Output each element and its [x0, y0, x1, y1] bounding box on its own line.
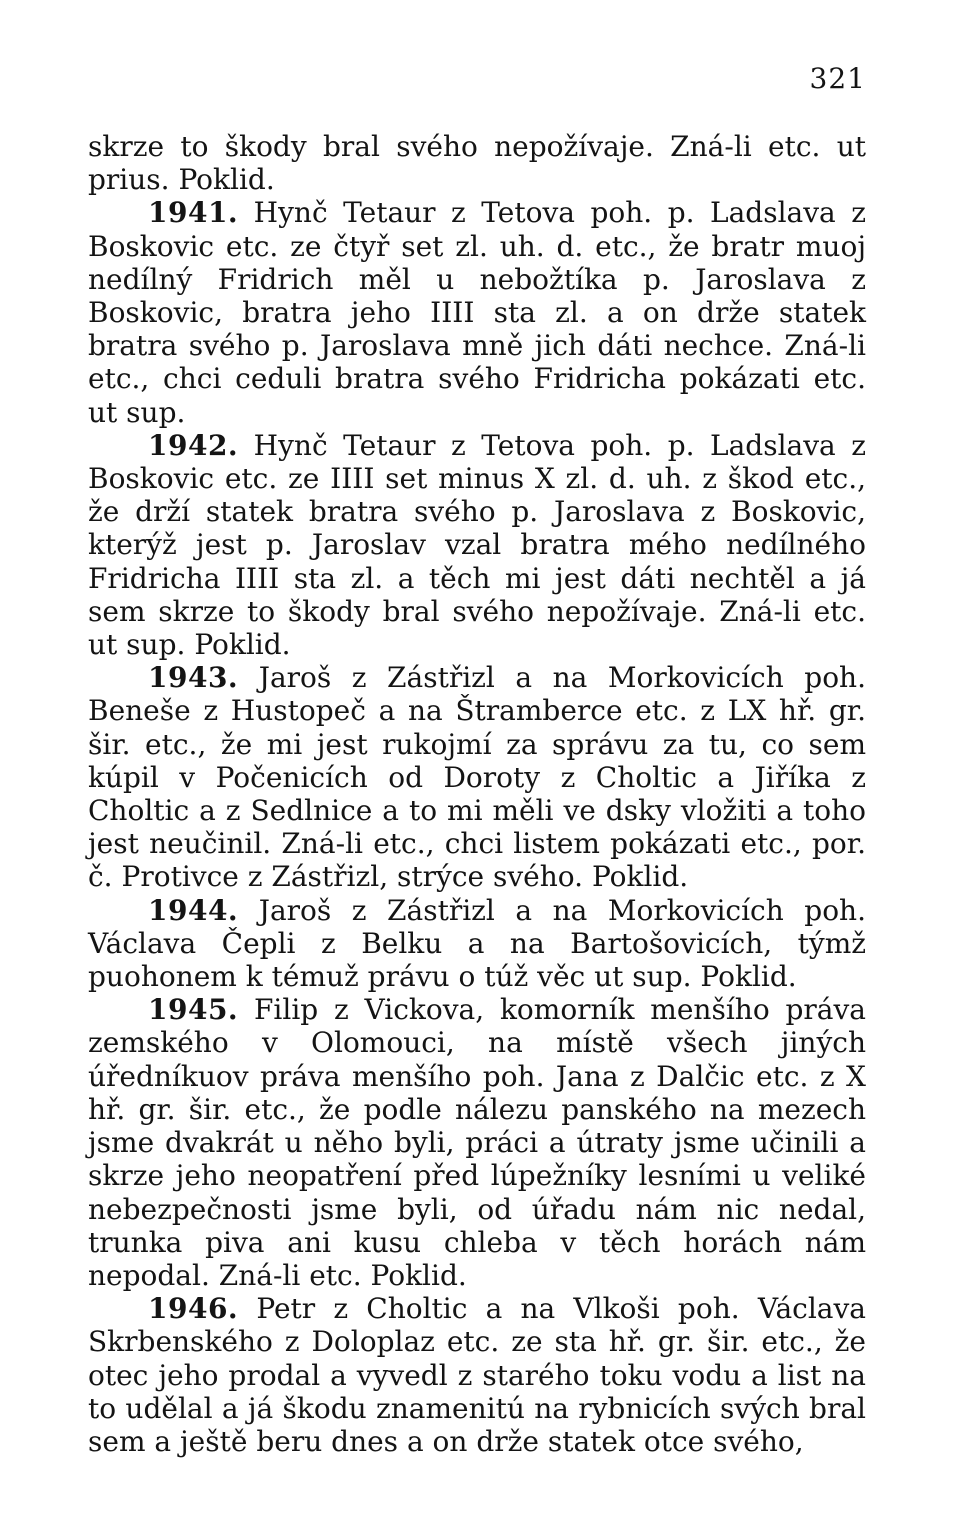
- entry-text: Jaroš z Zástřizl a na Morkovicích poh. Václava Čepli z Belku a na Bartošovicích, týmž puohonem k témuž právu o túž věc ut sup. Poklid.: [88, 893, 866, 994]
- entry-text: Filip z Vickova, komorník menšího práva zemského v Olomouci, na místě všech jiných úředníkuov práva menšího poh. Jana z Dalčic etc. z X hř. gr. šir. etc., že podle nálezu panského na mezech jsme dvakrát u něho byli, práci a útraty jsme učinili a skrze jeho neopatření před lúpežníky lesními u veliké nebezpečnosti jsme byli, od úřadu nám nic nedal, trunka piva ani kusu chleba v těch horách nám nepodal. Zná-li etc. Poklid.: [88, 993, 866, 1292]
- entry-1944: [88, 894, 866, 994]
- entry-number: 1941.: [148, 196, 239, 230]
- entry-1946: [88, 1292, 866, 1458]
- entry-text: Petr z Choltic a na Vlkoši poh. Václava Skrbenského z Doloplaz etc. ze sta hř. gr. šir. etc., že otec jeho prodal a vyvedl z starého toku vodu a list na to udělal a já škodu znamenitú na rybnicích svých bral sem a ještě beru dnes a on drže statek otce svého,: [88, 1292, 866, 1458]
- entry-number: 1945.: [148, 993, 239, 1027]
- entry-1941: [88, 196, 866, 428]
- entry-number: 1942.: [148, 428, 239, 462]
- entry-1943: [88, 661, 866, 893]
- entry-1945: [88, 993, 866, 1292]
- entry-number: 1943.: [148, 661, 239, 695]
- page-number: 321: [809, 62, 866, 95]
- entry-number: 1946.: [148, 1292, 239, 1326]
- continued-paragraph: [88, 130, 866, 196]
- entry-text: Jaroš z Zástřizl a na Morkovicích poh. Beneše z Hustopeč a na Štramberce etc. z LX hř. gr. šir. etc., že mi jest rukojmí za správu za tu, co sem kúpil v Počenicích od Doroty z Choltic a Jiříka z Choltic a z Sedlnice a to mi měli ve dsky vložiti a toho jest neučinil. Zná-li etc., chci listem pokázati etc., por. č. Protivce z Zástřizl, strýce svého. Poklid.: [88, 661, 866, 894]
- entry-text: Hynč Tetaur z Tetova poh. p. Ladslava z Boskovic etc. ze čtyř set zl. uh. d. etc., že bratr muoj nedílný Fridrich měl u nebožtíka p. Jaroslava z Boskovic, bratra jeho IIII sta zl. a on drže statek bratra svého p. Jaroslava mně jich dáti nechce. Zná-li etc., chci ceduli bratra svého Fridricha pokázati etc. ut sup.: [88, 196, 866, 429]
- entry-text: Hynč Tetaur z Tetova poh. p. Ladslava z Boskovic etc. ze IIII set minus X zl. d. uh. z škod etc., že drží statek bratra svého p. Jaroslava z Boskovic, kterýž jest p. Jaroslav vzal bratra mého nedílného Fridricha IIII sta zl. a těch mi jest dáti nechtěl a já sem skrze to škody bral svého nepožívaje. Zná-li etc. ut sup. Poklid.: [88, 428, 866, 662]
- entry-1942: [88, 429, 866, 661]
- paragraph-text: skrze to škody bral svého nepožívaje. Zná-li etc. ut prius. Poklid.: [88, 130, 866, 197]
- entry-number: 1944.: [148, 893, 239, 927]
- page-body: [88, 130, 866, 1458]
